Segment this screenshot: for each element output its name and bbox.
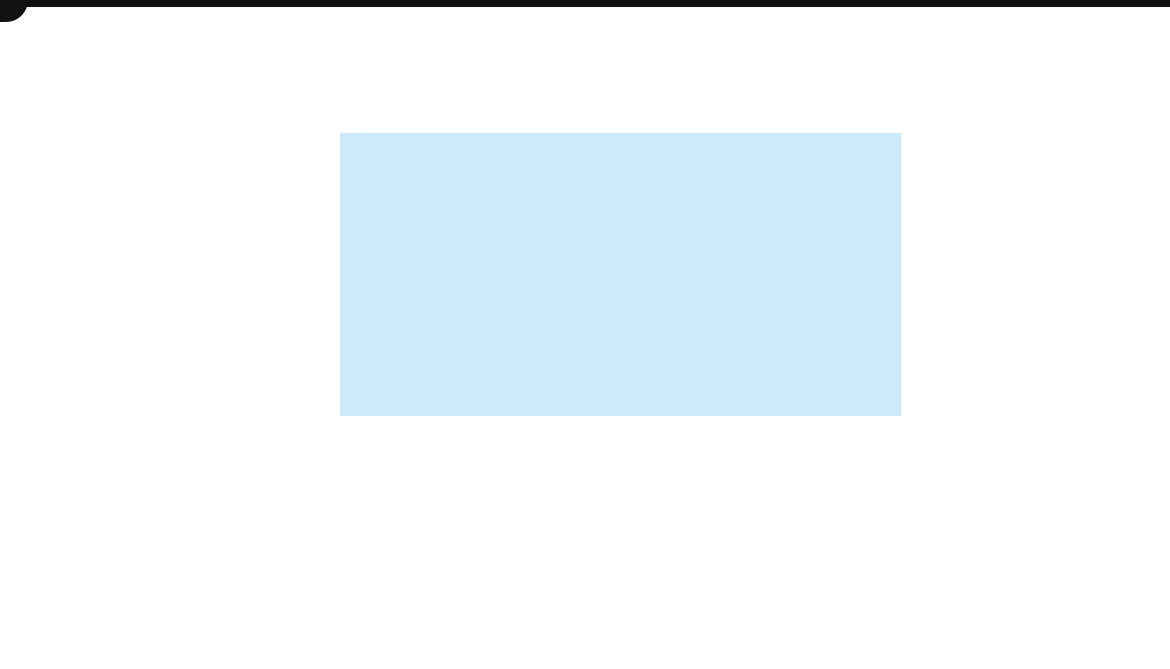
pull-quote	[340, 133, 901, 416]
middle-column-1	[300, 412, 578, 669]
right-column	[887, 115, 1165, 669]
left-column	[8, 115, 290, 669]
middle-column-2	[593, 412, 871, 669]
top-rule	[0, 0, 1170, 7]
corner-mark	[0, 0, 28, 22]
